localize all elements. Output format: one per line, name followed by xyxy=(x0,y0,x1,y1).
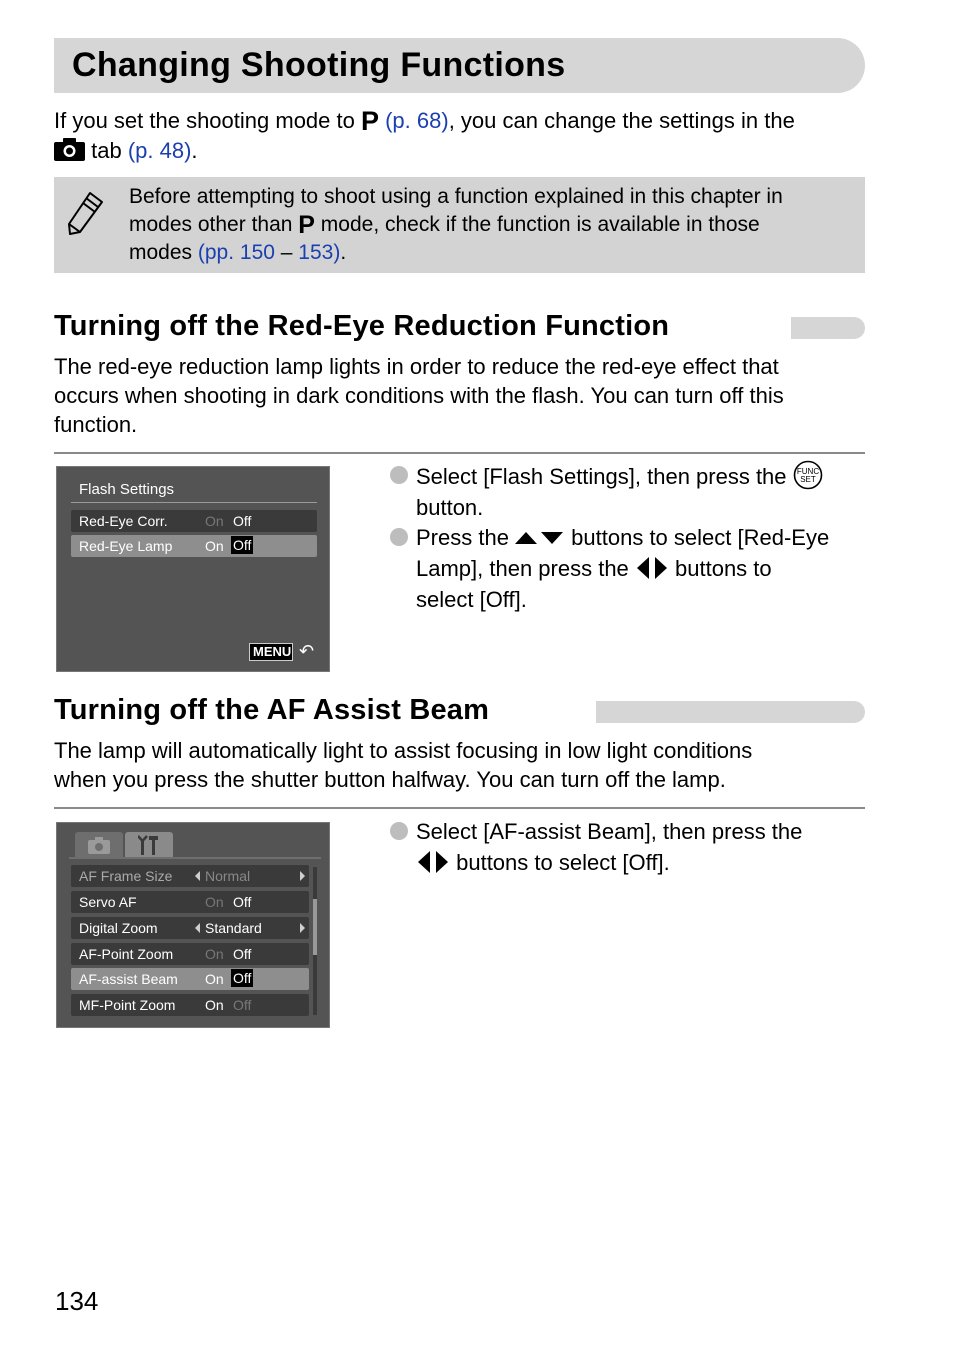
section2-body-line-2: when you press the shutter button halfway. You can turn off the lamp. xyxy=(54,767,726,792)
menu-label: MENU xyxy=(253,644,292,659)
note-line-2b: mode, check if the function is available in those xyxy=(314,213,760,236)
page-title: Changing Shooting Functions xyxy=(72,46,566,84)
title-bar xyxy=(54,38,865,93)
step1-text-a: Select [Flash Settings], then press the xyxy=(416,464,787,489)
section1-step-1 xyxy=(416,460,866,523)
section1-body-line-1: The red-eye reduction lamp lights in order to reduce the red-eye effect that xyxy=(54,354,779,379)
menu-row-af-assist-beam[interactable] xyxy=(71,968,309,990)
row-off-option: Off xyxy=(233,997,252,1013)
left-right-arrows-icon xyxy=(635,556,669,580)
scrollbar-thumb[interactable] xyxy=(313,899,317,955)
step2-text-c: select [Off]. xyxy=(416,587,527,612)
note-line-1: Before attempting to shoot using a function explained in this chapter in xyxy=(129,185,783,208)
intro-text-3: tab xyxy=(85,138,128,163)
row-on-option: On xyxy=(205,971,224,987)
shooting-menu-screen xyxy=(56,822,330,1028)
intro-text-1: If you set the shooting mode to xyxy=(54,108,361,133)
link-pp150[interactable]: (pp. 150 xyxy=(197,241,275,264)
svg-text:SET: SET xyxy=(799,475,816,484)
row-value: Standard xyxy=(205,920,262,936)
flash-settings-screen xyxy=(56,466,330,672)
row-label: AF-Point Zoom xyxy=(79,946,174,962)
section2-body xyxy=(54,736,894,794)
row-label: Digital Zoom xyxy=(79,920,158,936)
section2-step-1 xyxy=(416,816,876,878)
row-off-option-selected: Off xyxy=(233,537,252,553)
pencil-icon xyxy=(66,190,106,236)
row-label: MF-Point Zoom xyxy=(79,997,176,1013)
divider xyxy=(54,807,865,809)
func-set-button-icon xyxy=(793,460,823,490)
tab-underline xyxy=(69,857,321,859)
row-on-option: On xyxy=(205,946,224,962)
step-text-b: buttons to select [Off]. xyxy=(450,850,670,875)
note-dash: – xyxy=(274,241,299,264)
note-line-3b: . xyxy=(340,241,347,264)
row-label: AF Frame Size xyxy=(79,868,173,884)
camera-tab-icon xyxy=(54,137,85,161)
step2-text-b-post: buttons to xyxy=(668,556,772,581)
divider xyxy=(54,452,865,454)
row-on-option: On xyxy=(205,997,224,1013)
step2-text-b-pre: Lamp], then press the xyxy=(416,556,635,581)
tab-setup[interactable] xyxy=(125,832,173,857)
section1-step-2 xyxy=(416,522,876,615)
row-label: Servo AF xyxy=(79,894,137,910)
section-pill-af-assist xyxy=(596,701,865,723)
section-title-red-eye: Turning off the Red-Eye Reduction Function xyxy=(54,310,670,342)
screen-title: Flash Settings xyxy=(79,481,175,498)
intro-paragraph xyxy=(54,106,884,165)
step1-text-b: button. xyxy=(416,495,484,520)
section1-body-line-2: occurs when shooting in dark conditions with the flash. You can turn off this xyxy=(54,383,784,408)
note-text xyxy=(129,183,849,267)
step-text-a: Select [AF-assist Beam], then press the xyxy=(416,819,803,844)
scrollbar[interactable] xyxy=(313,867,317,1015)
menu-row-digital-zoom[interactable] xyxy=(71,917,309,939)
row-label: Red-Eye Lamp xyxy=(79,538,173,554)
menu-row-af-point-zoom[interactable] xyxy=(71,943,309,965)
section2-body-line-1: The lamp will automatically light to assist focusing in low light conditions xyxy=(54,738,753,763)
row-value: Normal xyxy=(205,868,251,884)
left-right-arrows-icon xyxy=(416,850,450,874)
step2-text-pre: Press the xyxy=(416,525,516,550)
up-down-arrows-icon xyxy=(515,530,565,546)
link-pp153[interactable]: 153) xyxy=(298,241,341,264)
right-arrow-icon xyxy=(300,923,305,933)
menu-row-mf-point-zoom[interactable] xyxy=(71,994,309,1016)
step-bullet xyxy=(390,822,408,840)
back-icon: ↶ xyxy=(299,641,315,661)
program-mode-icon: P xyxy=(298,211,315,239)
row-label: AF-assist Beam xyxy=(79,971,178,987)
menu-row-red-eye-corr[interactable] xyxy=(71,510,317,532)
left-arrow-icon xyxy=(195,871,200,881)
row-on-option: On xyxy=(205,513,224,529)
right-arrow-icon xyxy=(300,871,305,881)
row-off-option: Off xyxy=(233,894,252,910)
intro-text-4: . xyxy=(191,138,198,163)
section1-body xyxy=(54,352,894,439)
menu-button-icon xyxy=(249,643,293,661)
step-bullet xyxy=(390,528,408,546)
section-title-af-assist: Turning off the AF Assist Beam xyxy=(54,694,490,726)
link-p48[interactable]: (p. 48) xyxy=(127,138,192,163)
row-on-option: On xyxy=(205,538,224,554)
section-pill-red-eye xyxy=(791,317,865,339)
svg-text:FUNC: FUNC xyxy=(796,467,819,476)
row-off-option: Off xyxy=(233,513,252,529)
row-off-option-selected: Off xyxy=(233,970,252,986)
row-on-option: On xyxy=(205,894,224,910)
section1-body-line-3: function. xyxy=(54,412,138,437)
camera-icon xyxy=(88,837,110,854)
row-label: Red-Eye Corr. xyxy=(79,513,168,529)
menu-row-red-eye-lamp[interactable] xyxy=(71,535,317,557)
step2-text-a: buttons to select [Red-Eye xyxy=(565,525,830,550)
note-line-3a: modes xyxy=(129,241,198,264)
menu-row-servo-af[interactable] xyxy=(71,891,309,913)
screen-title-underline xyxy=(71,502,317,503)
note-line-2a: modes other than xyxy=(129,213,299,236)
row-off-option: Off xyxy=(233,946,252,962)
step-bullet xyxy=(390,466,408,484)
program-mode-icon: P xyxy=(360,106,379,136)
intro-text-2: , you can change the settings in the xyxy=(448,108,795,133)
tools-icon xyxy=(138,835,160,855)
tab-shooting[interactable] xyxy=(75,832,123,857)
left-arrow-icon xyxy=(195,923,200,933)
page-number: 134 xyxy=(55,1286,99,1316)
menu-row-af-frame-size[interactable] xyxy=(71,865,309,887)
link-p68[interactable]: (p. 68) xyxy=(385,108,449,133)
